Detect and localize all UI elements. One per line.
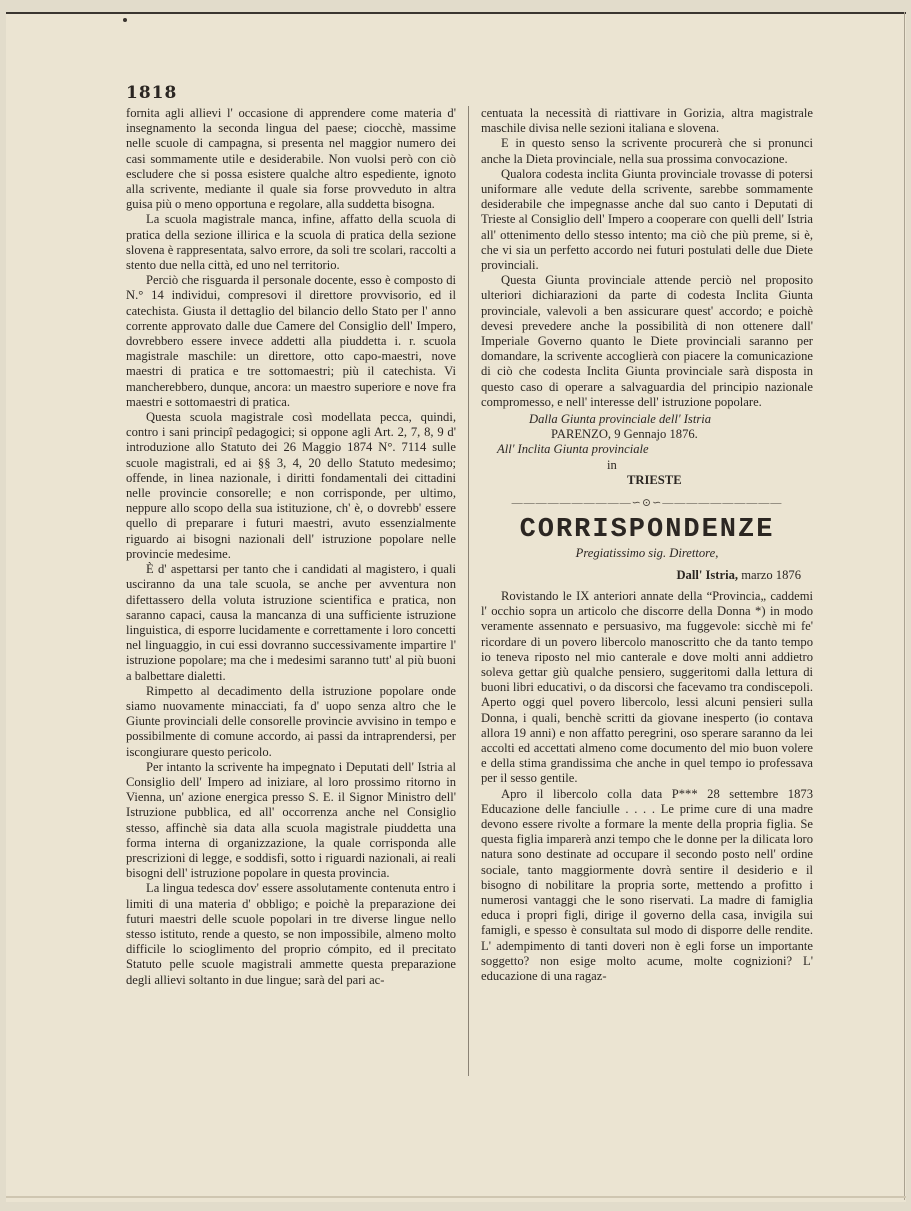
dateline-place: Dall' Istria, [676,567,739,582]
page-edge-bottom [6,1196,906,1198]
signature-to: All' Inclita Giunta provinciale [497,442,649,457]
paragraph: Questa scuola magistrale così modellata pecca, quindi, contro i sani principî pedagogici; si oppone agli Art. 2, 7, 8, 9 d' introduzione allo Statuto dei 26 Maggio 1874 N°. 7114 sulle scuole magistrali, ed ai §§ 3, 4, 20 dello Statuto medesimo; offende, in linea nazionale, i diritti fondamentali dei cittadini nelle provincie consorelle; e non corrisponde, per ultimo, neppure allo scopo della sua istituzione, ch' è, o dovrebb' essere quello di preparare i futuri maestri, avuto essenzialmente riguardo ai bisogni nazionali dell' istruzione popolare nelle provincie medesime. [126,410,456,561]
page-edge [904,12,905,1200]
right-column [481,106,813,984]
signature-place-date: PARENZO, 9 Gennajo 1876. [551,427,698,442]
paragraph: La scuola magistrale manca, infine, affatto della scuola di pratica della sezione illirica e la scuola di pratica della sezione slovena è rappresentata, salvo errore, da soli tre scolari, raccolti a stento due nella città, ed uno nel territorio. [126,212,456,273]
salutation: Pregiatissimo sig. Direttore, [575,546,719,561]
print-mark [123,18,127,22]
page-number: 1818 [126,83,178,103]
paragraph: È d' aspettarsi per tanto che i candidati al magistero, i quali usciranno da una tale scuola, se anche per avventura non difettassero della voluta istruzione scientifica e pratica, non saranno capaci, causa la mancanza di una sufficiente istruzione linguistica, di esporre lucidamente e correttamente i loro concetti nel linguaggio, in cui essi dovranno successivamente impartire l' istruzione popolare; ma che i medesimi saranno tutt' al più buoni a balbettare dialetti. [126,562,456,683]
paragraph: La lingua tedesca dov' essere assolutamente contenuta entro i limiti di una materia d' obbligo; e poichè la preparazione dei futuri maestri delle scuole popolari in tre diverse lingue nello stesso istituto, rende a questo, se non impossibile, almeno molto difficile lo scioglimento del proprio cómpito, ed il precitato Statuto pelle scuole magistrali ammette questa preparazione degli allievi soltanto in due lingue; sarà del pari ac- [126,881,456,987]
paragraph: Rimpetto al decadimento della istruzione popolare onde siamo nuovamente minacciati, fa d' uopo senza altro che le Giunte provinciali delle consorelle provincie avvisino in tempo e possibilmente di comune accordo, ai passi da intraprendersi, per iscongiurare questo pericolo. [126,683,456,759]
paragraph: E in questo senso la scrivente procurerà che si pronunci anche la Dieta provinciale, nella sua prossima convocazione. [481,136,813,166]
column-rule [468,106,469,1076]
dateline [481,568,813,583]
signature-in: in [607,457,617,472]
paragraph: Questa Giunta provinciale attende perciò nel proposito ulteriori dichiarazioni da parte di codesta Inclita Giunta provinciale, valevoli a ben assicurare quest' accordo; e poichè devesi prevedere anche la possibilità di non ottenere dall' Imperiale Governo quanto le Diete provinciali saranno per domandare, la scrivente accoglierà con piacere la comunicazione di ciò che codesta Inclita Giunta provinciale sarà disposta in questo caso di operare a salvaguardia del principio nazionale compromesso, e nell' interesse dell' istruzione popolare. [481,273,813,409]
paragraph: Qualora codesta inclita Giunta provinciale trovasse di potersi uniformare alle vedute della scrivente, sarebbe sommamente desiderabile che impegnasse anche dal suo canto i Deputati di Trieste al Consiglio dell' Impero a cooperare con quelli dell' Istria all' ottenimento dello stesso intento; ma ciò che più preme, si è, che vi sia un perfetto accordo nei futuri postulati delle due Diete provinciali. [481,166,813,273]
dateline-date: marzo 1876 [741,567,801,582]
paragraph: centuata la necessità di riattivare in Gorizia, altra magistrale maschile divisa nelle sezioni italiana e slovena. [481,106,813,136]
ornamental-divider: ——————————∽⊙∽—————————— [511,497,783,510]
paragraph: Perciò che risguarda il personale docente, esso è composto di N.° 14 individui, compresovi il direttore provvisorio, ed il catechista. Giusta il dettaglio del bilancio dello Stato per l' anno corrente approvato dalle due Camere del Consiglio dell' Impero, dovrebbero essere invece addetti alla piuddetta i. r. scuola magistrale maschile: un direttore, otto capo-maestri, nove maestri di pratica e tre sottomaestri; più il catechista. Vi mancherebbero, dunque, ancora: un maestro superiore e nove fra maestri e sottomaestri di pratica. [126,273,456,409]
section-heading: CORRISPONDENZE [519,515,775,546]
paragraph: Apro il libercolo colla data P*** 28 settembre 1873 Educazione delle fanciulle . . . . Le prime cure di una madre devono essere rivolte a formare la mente della propria figlia. Se questa figlia imparerà anzi tempo che le donne per la dilicata loro natura sono destinate ad occupare il secondo posto nell' ordine sociale, tanto maggiormente dovrà sentire il desiderio e il bisogno di nobilitare la propria sorte, mettendo a profitto i numerosi vantaggi che le sono riservati. La madre di famiglia educa i propri figli, dirige il governo della casa, invigila sui famigli, e spesso è consultata sul modo di disporre delle rendite. L' adempimento di tanti doveri non è egli forse un importante soggetto? non esige molto acume, molte cognizioni? L' educazione di una ragaz- [481,786,813,983]
left-column [126,106,456,988]
signature-from: Dalla Giunta provinciale dell' Istria [529,412,712,427]
paragraph: Rovistando le IX anteriori annate della “Provincia„ caddemi l' occhio sopra un articolo che discorre della Donna *) in modo veramente assennato e persuasivo, ma fuggevole: sicchè mi fe' ricordare di un povero libercolo manoscritto che da tanto tempo io teneva riposto nel mio canterale e dove molti anni addietro soleva gettar giù qualche pensiero, suggeritomi dalla lettura di buoni libri educativi, o da discorsi che facevamo tra condiscepoli. Aperto oggi quel povero libercolo, lessi alcuni pensieri sulla Donna, i quali, benchè scritti da giovane inesperto (io contava allora 19 anni) e non affatto peregrini, oso sperare saranno da lei accolti ed accettati almeno come documento del mio buon volere e della stima grandissima che anche in quel tempo io professava per il sesso gentile. [481,588,813,786]
signature-city: TRIESTE [627,472,682,487]
paragraph: Per intanto la scrivente ha impegnato i Deputati dell' Istria al Consiglio dell' Impero ad iniziare, al loro prossimo ritorno in Vienna, un' azione energica presso S. E. il Signor Ministro dell' Istruzione pubblica, ed all' occorrenza anche nel Consiglio stesso, affinchè sia data alla scuola magistrale piuddetta una forma interna di organizzazione, la quale corrisponda alle prescrizioni di legge, e soddisfi, sotto i riguardi nazionali, ai reali bisogni dell' istruzione popolare in questa provincia. [126,759,456,881]
paragraph: fornita agli allievi l' occasione di apprendere come materia d' insegnamento la seconda lingua del paese; ciocchè, massime nelle scuole di campagna, si presenta nel maggior numero dei casi sommamente utile e desiderabile. Non vuolsi però con ciò escludere che si possa esistere qualche altro espediente, ignoto alla scrivente, mediante il quale sia forse provveduto in altra guisa più o meno opportuna e regolare, alla suddetta bisogna. [126,106,456,212]
